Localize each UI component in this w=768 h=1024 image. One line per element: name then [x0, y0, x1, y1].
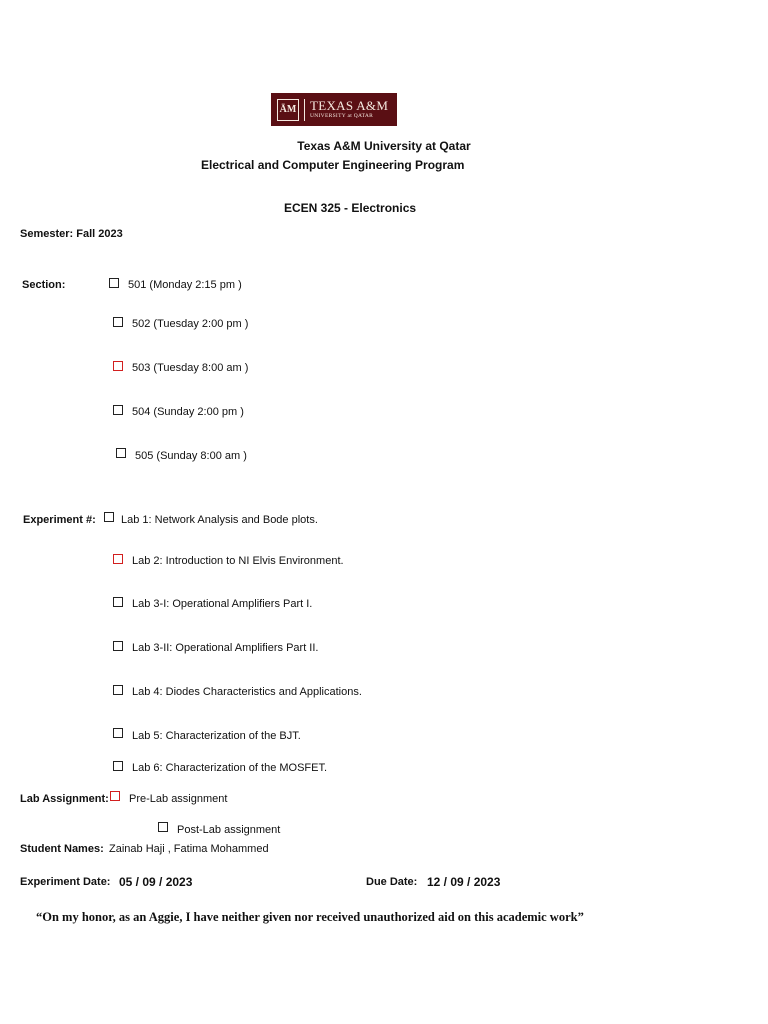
section-502-checkbox[interactable] — [113, 317, 123, 327]
university-name: Texas A&M University at Qatar — [297, 139, 471, 153]
section-505-label: 505 (Sunday 8:00 am ) — [135, 450, 247, 462]
section-label: Section: — [22, 279, 66, 291]
lab5-checkbox[interactable] — [113, 728, 123, 738]
post-lab-checkbox[interactable] — [158, 822, 168, 832]
post-lab-label: Post-Lab assignment — [177, 824, 281, 836]
section-503-label: 503 (Tuesday 8:00 am ) — [132, 362, 249, 374]
lab2-checkbox[interactable] — [113, 554, 123, 564]
due-date-label: Due Date: — [366, 876, 418, 888]
experiment-date-value: 05 / 09 / 2023 — [119, 875, 193, 889]
semester-label: Semester: Fall 2023 — [20, 228, 123, 240]
aggie-honor-pledge: “On my honor, as an Aggie, I have neither given nor received unauthorized aid on this academic work” — [36, 910, 584, 924]
lab6-label: Lab 6: Characterization of the MOSFET. — [132, 762, 328, 774]
lab5-label: Lab 5: Characterization of the BJT. — [132, 730, 301, 742]
pre-lab-checkbox[interactable] — [110, 791, 120, 801]
lab6-checkbox[interactable] — [113, 761, 123, 771]
course-title: ECEN 325 - Electronics — [284, 201, 417, 215]
lab4-label: Lab 4: Diodes Characteristics and Applications. — [132, 686, 362, 698]
section-503-checkbox[interactable] — [113, 361, 123, 371]
lab3-1-checkbox[interactable] — [113, 597, 123, 607]
lab1-checkbox[interactable] — [104, 512, 114, 522]
section-504-label: 504 (Sunday 2:00 pm ) — [132, 406, 244, 418]
student-names-value: Zainab Haji , Fatima Mohammed — [109, 843, 269, 855]
logo-divider — [304, 99, 305, 121]
lab4-checkbox[interactable] — [113, 685, 123, 695]
lab3-2-label: Lab 3-II: Operational Amplifiers Part II. — [132, 642, 319, 654]
lab2-label: Lab 2: Introduction to NI Elvis Environment. — [132, 555, 344, 567]
lab3-2-checkbox[interactable] — [113, 641, 123, 651]
program-name: Electrical and Computer Engineering Program — [201, 158, 465, 172]
section-504-checkbox[interactable] — [113, 405, 123, 415]
lab-assignment-label: Lab Assignment: — [20, 793, 109, 805]
section-501-label: 501 (Monday 2:15 pm ) — [128, 279, 242, 291]
lab3-1-label: Lab 3-I: Operational Amplifiers Part I. — [132, 598, 313, 610]
logo-wordmark — [310, 99, 388, 120]
section-501-checkbox[interactable] — [109, 278, 119, 288]
section-505-checkbox[interactable] — [116, 448, 126, 458]
logo-sub-text: UNIVERSITY at QATAR — [310, 113, 374, 119]
atm-logo-mark: ĀM — [277, 99, 299, 121]
tamuq-logo — [271, 93, 397, 126]
experiment-label: Experiment #: — [23, 514, 96, 526]
lab1-label: Lab 1: Network Analysis and Bode plots. — [121, 514, 318, 526]
pre-lab-label: Pre-Lab assignment — [129, 793, 228, 805]
section-502-label: 502 (Tuesday 2:00 pm ) — [132, 318, 249, 330]
student-names-label: Student Names: — [20, 843, 104, 855]
due-date-value: 12 / 09 / 2023 — [427, 875, 501, 889]
experiment-date-label: Experiment Date: — [20, 876, 111, 888]
logo-main-text: TEXAS A&M — [310, 98, 389, 113]
